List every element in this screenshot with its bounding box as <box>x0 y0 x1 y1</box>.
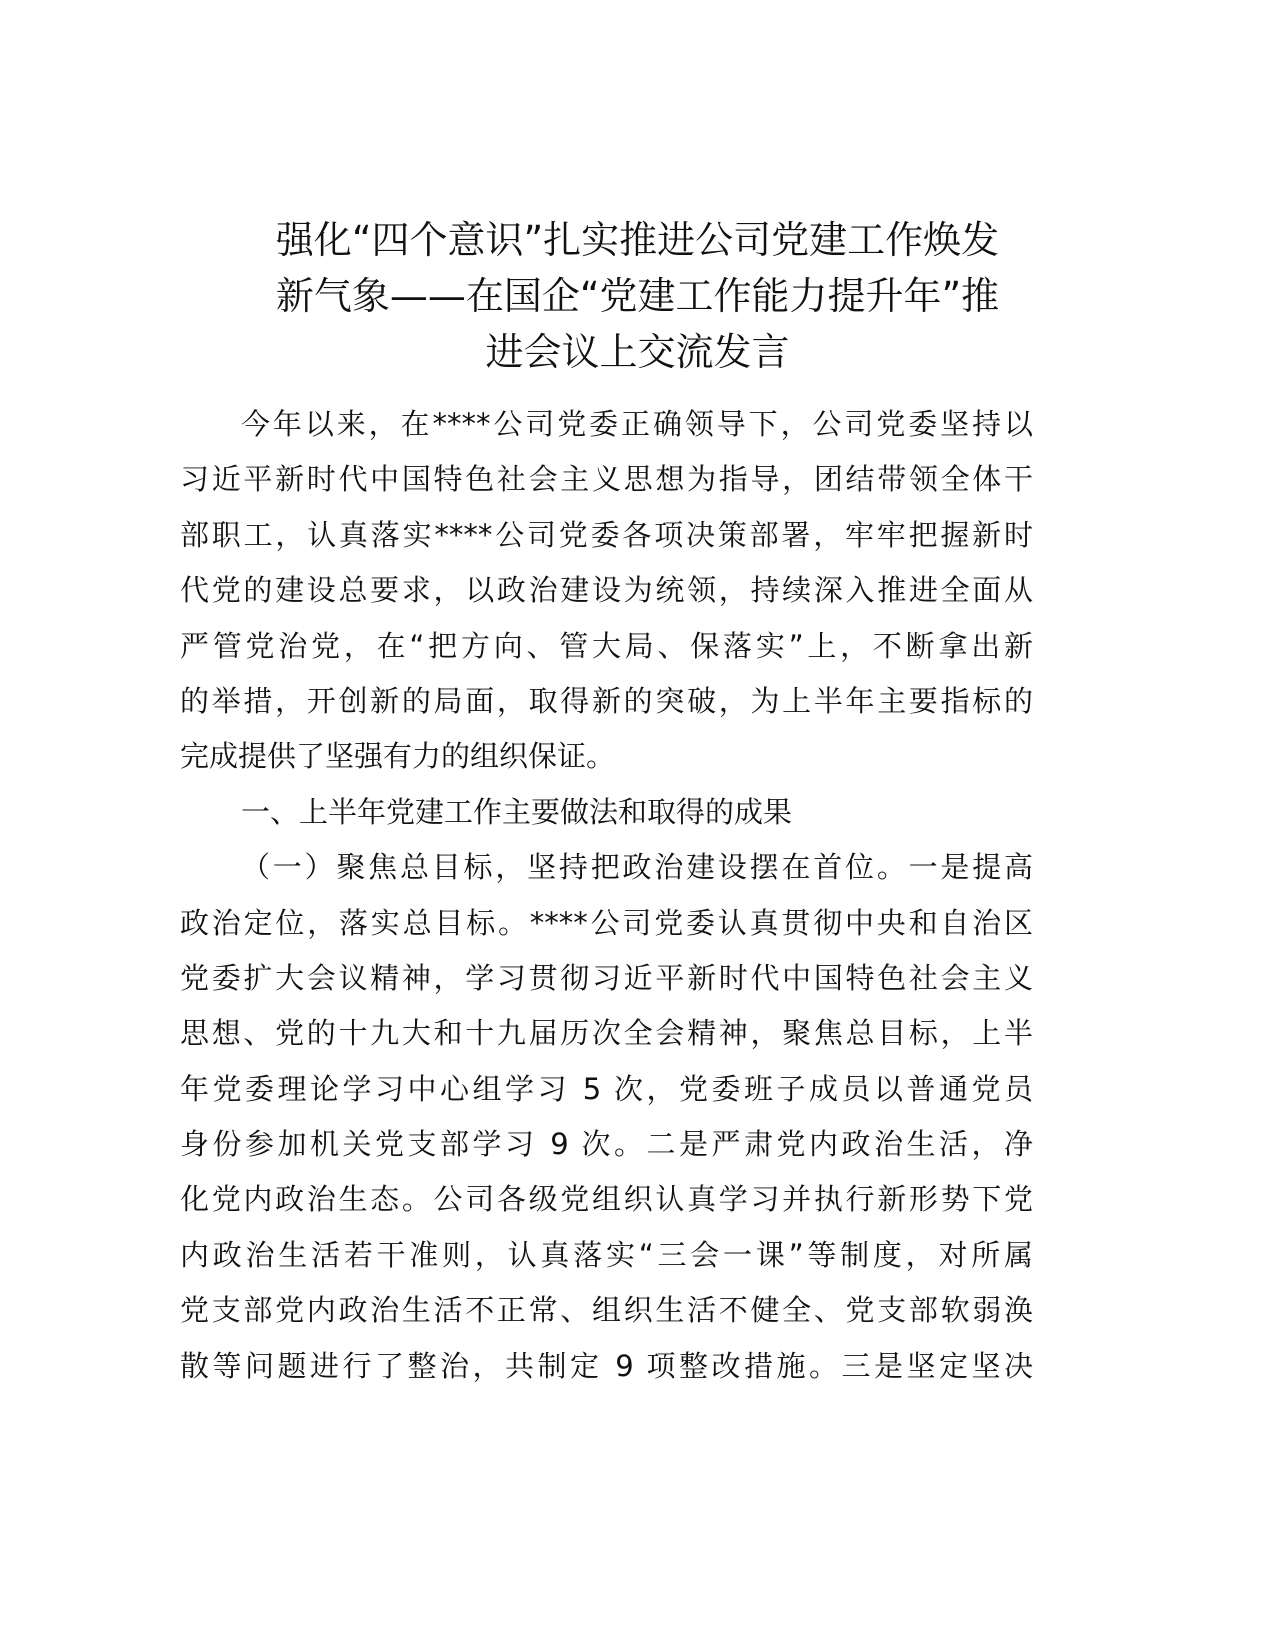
text-line: 完成提供了坚强有力的组织保证。 <box>180 739 616 774</box>
text-line: 身份参加机关党支部学习 9 次。二是严肃党内政治生活，净 <box>180 1127 1033 1162</box>
text-line: 党委扩大会议精神，学习贯彻习近平新时代中国特色社会主义 <box>180 960 1033 995</box>
text-line: 今年以来，在****公司党委正确领导下，公司党委坚持以 <box>241 407 1033 441</box>
text-line: 散等问题进行了整治，共制定 9 项整改措施。三是坚定坚决 <box>180 1348 1033 1383</box>
title-line: 新气象——在国企“党建工作能力提升年”推 <box>275 274 1000 318</box>
text-line: （一）聚焦总目标，坚持把政治建设摆在首位。一是提高 <box>241 850 1033 885</box>
text-line: 党支部党内政治生活不正常、组织生活不健全、党支部软弱涣 <box>180 1293 1033 1328</box>
text-line: 内政治生活若干准则，认真落实“三会一课”等制度，对所属 <box>180 1237 1033 1272</box>
text-line: 年党委理论学习中心组学习 5 次，党委班子成员以普通党员 <box>180 1071 1033 1106</box>
section-heading-text: 一、上半年党建工作主要做法和取得的成果 <box>241 794 793 829</box>
section-heading <box>180 785 1033 840</box>
document-body <box>180 397 1033 1394</box>
text-line: 习近平新时代中国特色社会主义思想为指导，团结带领全体干 <box>180 462 1033 497</box>
text-line: 政治定位，落实总目标。****公司党委认真贯彻中央和自治区 <box>180 905 1033 940</box>
title-line: 强化“四个意识”扎实推进公司党建工作焕发 <box>275 218 1000 262</box>
text-line: 的举措，开创新的局面，取得新的突破，为上半年主要指标的 <box>180 683 1033 718</box>
document-title <box>150 212 1125 380</box>
section-paragraph <box>180 840 1033 1394</box>
text-line: 部职工，认真落实****公司党委各项决策部署，牢牢把握新时 <box>180 517 1033 552</box>
intro-paragraph <box>180 397 1033 785</box>
text-line: 代党的建设总要求，以政治建设为统领，持续深入推进全面从 <box>180 573 1033 608</box>
text-line: 思想、党的十九大和十九届历次全会精神，聚焦总目标，上半 <box>180 1016 1033 1051</box>
title-line: 进会议上交流发言 <box>485 330 790 374</box>
text-line: 严管党治党，在“把方向、管大局、保落实”上，不断拿出新 <box>180 628 1033 663</box>
text-line: 化党内政治生态。公司各级党组织认真学习并执行新形势下党 <box>180 1182 1033 1217</box>
